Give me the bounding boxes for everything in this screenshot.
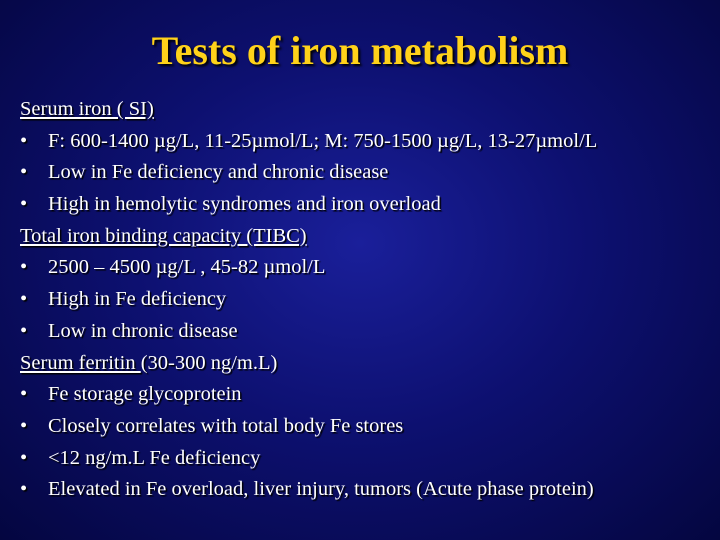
section-heading-serum-ferritin	[20, 348, 710, 380]
bullet-text: Low in chronic disease	[48, 319, 238, 342]
bullet-item	[20, 157, 710, 189]
bullet-item	[20, 252, 710, 284]
bullet-item	[20, 443, 710, 475]
bullet-icon: •	[20, 478, 28, 501]
bullet-item	[20, 189, 710, 221]
bullet-icon: •	[20, 319, 28, 342]
section-heading-rest: (30-300 ng/m.L)	[140, 351, 278, 374]
bullet-item	[20, 379, 710, 411]
slide-body	[20, 94, 710, 506]
bullet-text: F: 600-1400 µg/L, 11-25µmol/L; M: 750-1500 µg/L, 13-27µmol/L	[48, 129, 598, 152]
bullet-text: Closely correlates with total body Fe stores	[48, 414, 404, 437]
bullet-item	[20, 126, 710, 158]
section-heading-underlined: Serum iron ( SI)	[20, 98, 154, 120]
bullet-text: High in hemolytic syndromes and iron overload	[48, 193, 441, 216]
section-heading-underlined: Total iron binding capacity (TIBC)	[20, 224, 307, 247]
bullet-text: Low in Fe deficiency and chronic disease	[48, 161, 389, 184]
bullet-text: 2500 – 4500 µg/L , 45-82 µmol/L	[48, 256, 326, 279]
bullet-icon: •	[20, 256, 28, 279]
bullet-text: <12 ng/m.L Fe deficiency	[48, 446, 261, 469]
bullet-icon: •	[20, 288, 28, 311]
section-heading-underlined: Serum ferritin	[20, 351, 141, 374]
bullet-text: Fe storage glycoprotein	[48, 383, 242, 406]
bullet-icon: •	[20, 383, 28, 406]
bullet-item	[20, 284, 710, 316]
bullet-icon: •	[20, 161, 28, 184]
bullet-text: Elevated in Fe overload, liver injury, tumors (Acute phase protein)	[48, 478, 594, 501]
section-heading-tibc	[20, 221, 710, 253]
bullet-icon: •	[20, 414, 28, 437]
bullet-text: High in Fe deficiency	[48, 288, 227, 311]
section-heading-serum-iron	[20, 94, 710, 126]
bullet-icon: •	[20, 193, 28, 216]
bullet-item	[20, 474, 710, 506]
slide-title: Tests of iron metabolism	[151, 28, 569, 73]
bullet-icon: •	[20, 129, 28, 152]
bullet-item	[20, 411, 710, 443]
bullet-item	[20, 316, 710, 348]
bullet-icon: •	[20, 446, 28, 469]
